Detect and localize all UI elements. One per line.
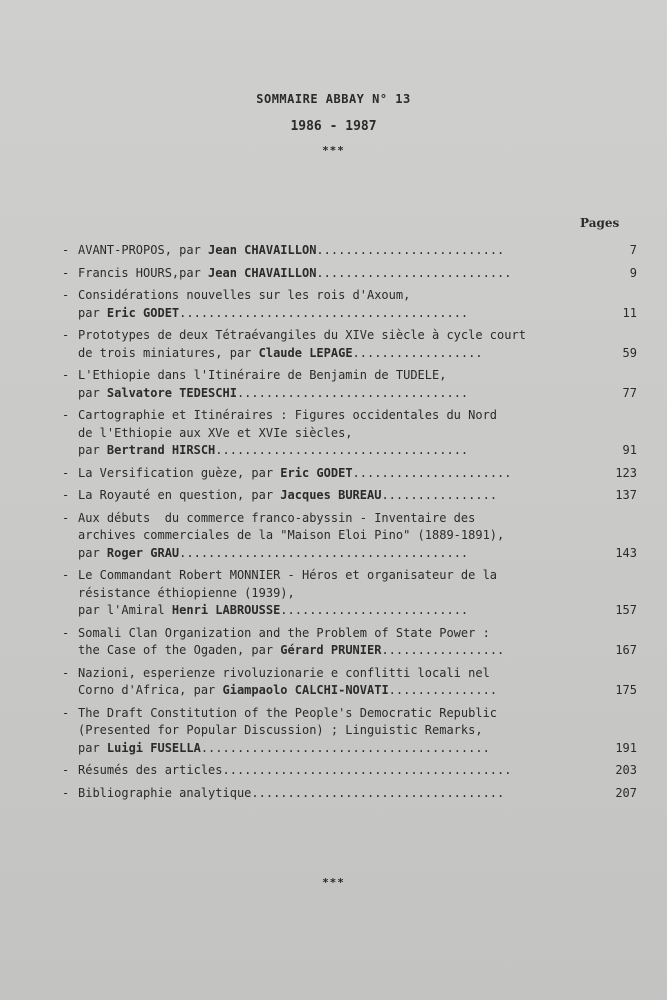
entry-title [78,665,578,700]
entry-leader-dots: ........................................ [179,545,469,560]
entry-dash: - [62,763,70,777]
entry-title-line: de l'Ethiopie aux XVe et XVIe siècles, [78,425,353,440]
entry-title [78,625,578,660]
entry-title-line: The Draft Constitution of the People's Democratic Republic [78,705,498,720]
toc-entry [62,705,637,758]
entry-dash: - [62,785,70,800]
toc-entry [62,465,637,483]
entry-title-line: par [78,305,107,320]
entry-author: Eric GODET [280,465,353,480]
toc-entry [62,265,637,283]
pages-column-label: Pages [580,216,620,230]
entry-dash: - [62,665,70,680]
entry-title-line: par l'Amiral [78,603,172,617]
entry-title [78,407,578,460]
entry-dash: - [62,568,70,582]
entry-title [78,785,578,803]
entry-title-line: La Royauté en question, par [78,488,281,502]
toc-entry [62,327,637,362]
toc-entry [62,407,637,460]
toc-entry [62,367,637,402]
entry-page-number: 123 [615,465,637,480]
entry-leader-dots: .......................... [316,243,505,257]
entry-title [78,327,578,362]
toc-entry [62,287,637,322]
entry-dash: - [62,465,70,480]
entry-page-number: 203 [615,763,637,777]
entry-page-number: 9 [629,265,637,280]
entry-title-line: par [78,443,107,457]
entry-leader-dots: ................ [381,488,498,502]
entry-author: Claude LEPAGE [258,345,353,360]
entry-title-line: Prototypes de deux Tétraévangiles du XIVe siècle à cycle court [78,328,526,342]
entry-author: Salvatore TEDESCHI [106,385,237,400]
entry-title [78,567,578,620]
entry-title-line: par [78,545,107,560]
entry-author: Bertrand HIRSCH [106,443,216,457]
toc-entry [62,785,637,803]
entry-title-line: Corno d'Africa, par [78,683,223,697]
entry-title-line: Résumés des articles [78,763,223,777]
entry-title-line: Francis HOURS,par [78,265,209,280]
entry-page-number: 11 [622,305,637,320]
toc-entry [62,567,637,620]
entry-page-number: 7 [629,243,637,257]
entry-dash: - [62,488,70,502]
entry-title-line: par [78,385,107,400]
entry-title [78,242,578,260]
toc-entry [62,665,637,700]
entry-title [78,265,578,283]
entry-dash: - [62,408,70,422]
toc-entry [62,762,637,780]
entry-author: Luigi FUSELLA [106,740,201,755]
entry-author: Eric GODET [106,305,180,320]
entry-title-line: Bibliographie analytique [78,785,252,800]
entry-page-number: 59 [622,345,637,360]
entry-title-line: Nazioni, esperienze rivoluzionarie e conflitti locali nel [78,665,490,680]
entry-author: Roger GRAU [106,545,180,560]
entry-dash: - [62,368,70,382]
entry-leader-dots: ................................... [215,443,469,457]
entry-title [78,762,578,780]
entry-leader-dots: ........................... [316,265,512,280]
entry-title [78,367,578,402]
entry-dash: - [62,328,70,342]
entry-title-line: La Versification guèze, par [78,465,281,480]
entry-leader-dots: ................................ [236,385,469,400]
document-years: 1986 - 1987 [290,119,377,134]
entry-leader-dots: ........................................ [222,763,512,777]
entry-title-line: Somali Clan Organization and the Problem of State Power : [78,625,490,640]
entry-page-number: 77 [622,385,637,400]
entry-dash: - [62,705,70,720]
footer-stars: *** [322,876,345,889]
entry-page-number: 191 [615,740,637,755]
entry-leader-dots: ................................... [251,785,505,800]
entry-dash: - [62,265,70,280]
entry-page-number: 207 [615,785,637,800]
entry-leader-dots: ............... [388,683,498,697]
entry-dash: - [62,288,70,302]
entry-author: Jean CHAVAILLON [208,243,317,257]
entry-page-number: 167 [615,643,637,657]
toc-entry [62,242,637,260]
entry-title-line: AVANT-PROPOS, par [78,243,209,257]
entry-title-line: par [78,740,107,755]
entry-page-number: 143 [615,545,637,560]
entry-dash: - [62,625,70,640]
header-stars: *** [322,144,345,157]
entry-page-number: 137 [615,488,637,502]
entry-page-number: 157 [615,603,637,617]
toc-entry [62,487,637,505]
entry-author: Jean CHAVAILLON [208,265,317,280]
entry-author: Giampaolo CALCHI-NOVATI [222,683,389,697]
entry-leader-dots: ........................................ [200,740,490,755]
entry-author: Henri LABROUSSE [171,603,281,617]
entry-title [78,465,578,483]
toc-entry [62,510,637,563]
entry-leader-dots: .......................... [280,603,469,617]
entry-leader-dots: ...................... [352,465,512,480]
header [0,92,667,157]
entry-title-line: the Case of the Ogaden, par [78,643,281,657]
entry-dash: - [62,510,70,525]
table-of-contents [62,242,637,807]
entry-leader-dots: .................. [352,345,483,360]
entry-title [78,287,578,322]
entry-title-line: de trois miniatures, par [78,345,259,360]
toc-entry [62,625,637,660]
entry-title-line: Cartographie et Itinéraires : Figures occidentales du Nord [78,408,498,422]
entry-author: Gérard PRUNIER [280,643,382,657]
entry-title-line: Aux débuts du commerce franco-abyssin - Inventaire des [78,510,476,525]
entry-title [78,510,578,563]
entry-page-number: 91 [622,443,637,457]
entry-title-line: L'Ethiopie dans l'Itinéraire de Benjamin de TUDELE, [78,368,447,382]
entry-title-line: archives commerciales de la "Maison Eloi Pino" (1889-1891), [78,528,505,542]
document-title: SOMMAIRE ABBAY N° 13 [256,92,411,106]
entry-dash: - [62,243,70,257]
entry-leader-dots: ................. [381,643,505,657]
entry-title-line: Le Commandant Robert MONNIER - Héros et organisateur de la [78,568,498,582]
entry-title [78,705,578,758]
entry-title-line: Considérations nouvelles sur les rois d'Axoum, [78,288,411,302]
entry-page-number: 175 [615,683,637,697]
entry-title-line: (Presented for Popular Discussion) ; Linguistic Remarks, [78,723,483,737]
entry-leader-dots: ........................................ [179,305,469,320]
entry-title [78,487,578,505]
entry-author: Jacques BUREAU [280,488,382,502]
entry-title-line: résistance éthiopienne (1939), [78,585,295,600]
